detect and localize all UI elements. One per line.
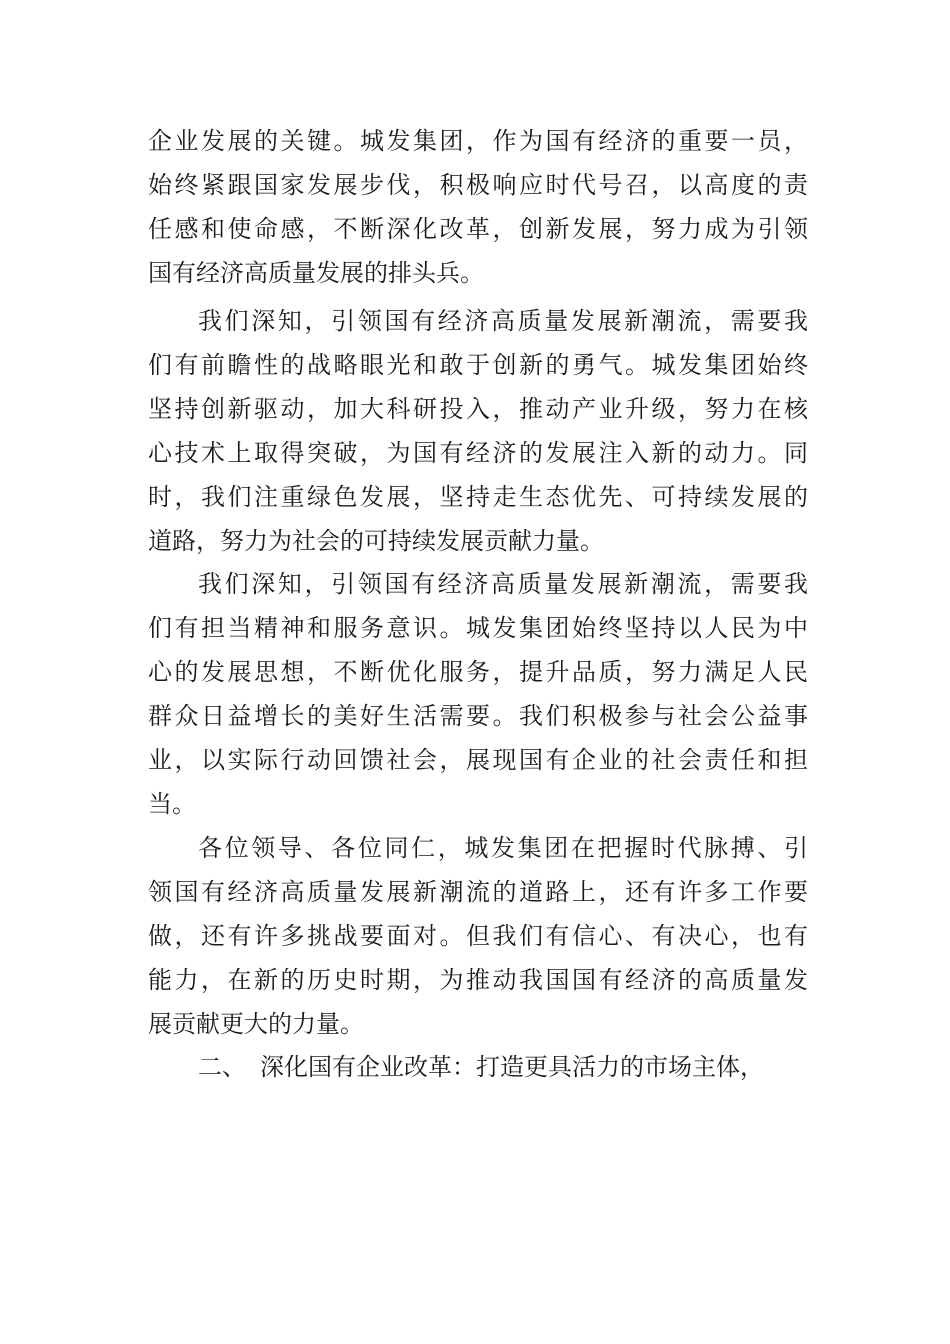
paragraph-4 [148,826,808,1046]
paragraph-line: 时，我们注重绿色发展，坚持走生态优先、可持续发展的 [148,483,808,511]
paragraph-line: 们有担当精神和服务意识。城发集团始终坚持以人民为中 [148,614,808,642]
paragraph-line: 道路，努力为社会的可持续发展贡献力量。 [148,527,604,555]
heading-line [148,1045,808,1089]
paragraph-line: 坚持创新驱动，加大科研投入，推动产业升级，努力在核 [148,395,808,423]
paragraph-line: 任感和使命感，不断深化改革，创新发展，努力成为引领 [148,215,808,243]
paragraph-line: 们有前瞻性的战略眼光和敢于创新的勇气。城发集团始终 [148,351,808,379]
paragraph-line: 能力，在新的历史时期，为推动我国国有经济的高质量发 [148,966,808,994]
paragraph-line: 业，以实际行动回馈社会，展现国有企业的社会责任和担 [148,746,808,774]
paragraph-line: 我们深知，引领国有经济高质量发展新潮流，需要我 [198,570,808,598]
paragraph-line: 各位领导、各位同仁，城发集团在把握时代脉搏、引 [198,834,808,862]
paragraph-line: 心的发展思想，不断优化服务，提升品质，努力满足人民 [148,658,808,686]
paragraph-line: 国有经济高质量发展的排头兵。 [148,259,484,287]
paragraph-line: 心技术上取得突破，为国有经济的发展注入新的动力。同 [148,439,808,467]
paragraph-line: 展贡献更大的力量。 [148,1010,364,1038]
heading-text: 深化国有企业改革：打造更具活力的市场主体， [260,1053,764,1081]
paragraph-2 [148,299,808,563]
paragraph-line: 当。 [148,790,196,818]
paragraph-line: 我们深知，引领国有经济高质量发展新潮流，需要我 [198,307,808,335]
paragraph-3 [148,562,808,826]
paragraph-line: 企业发展的关键。城发集团，作为国有经济的重要一员， [148,127,808,155]
paragraph-line: 始终紧跟国家发展步伐，积极响应时代号召，以高度的责 [148,171,808,199]
paragraph-line: 做，还有许多挑战要面对。但我们有信心、有决心，也有 [148,922,808,950]
heading-number: 二、 [198,1053,246,1081]
paragraph-1 [148,119,808,295]
paragraph-line: 领国有经济高质量发展新潮流的道路上，还有许多工作要 [148,878,808,906]
section-heading [148,1045,808,1089]
paragraph-line: 群众日益增长的美好生活需要。我们积极参与社会公益事 [148,702,808,730]
